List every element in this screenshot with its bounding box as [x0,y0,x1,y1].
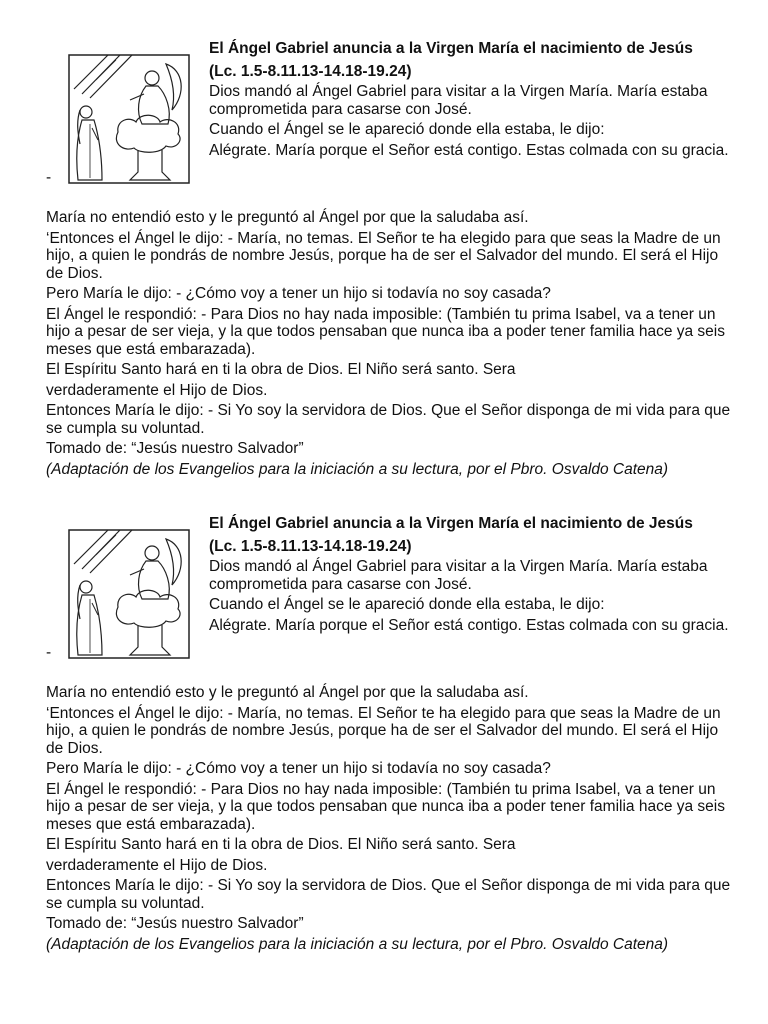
reading-header [209,515,749,637]
body-paragraph: Pero María le dijo: - ¿Cómo voy a tener un hijo si todavía no soy casada? [46,760,551,777]
bible-reference: (Lc. 1.5-8.11.13-14.18-19.24) [209,63,412,80]
intro-paragraph: Dios mandó al Ángel Gabriel para visitar a la Virgen María. María estaba comprometida para casarse con José. [209,558,708,593]
body-paragraph: María no entendió esto y le preguntó al Ángel por que la saludaba así. [46,684,529,701]
body-paragraph: ‘Entonces el Ángel le dijo: - María, no temas. El Señor te ha elegido para que seas la Madre de un hijo, a quien le pondrás de nombre Jesús, porque ha de ser el Salvador del mundo. El será el Hijo de Dios. [46,704,721,757]
annunciation-illustration-icon [68,529,190,659]
source-note: (Adaptación de los Evangelios para la iniciación a su lectura, por el Pbro. Osvaldo Catena) [46,935,669,953]
body-paragraph: Tomado de: “Jesús nuestro Salvador” [46,915,304,932]
body-paragraph: Entonces María le dijo: - Si Yo soy la servidora de Dios. Que el Señor disponga de mi vida para que se cumpla su voluntad. [46,402,731,437]
intro-paragraph: Dios mandó al Ángel Gabriel para visitar a la Virgen María. María estaba comprometida para casarse con José. [209,83,708,118]
intro-paragraph: Cuando el Ángel se le apareció donde ella estaba, le dijo: [209,121,605,138]
reading-body [46,209,736,481]
reading-title: El Ángel Gabriel anuncia a la Virgen María el nacimiento de Jesús [209,40,693,57]
dash-marker: - [46,644,52,661]
body-paragraph: verdaderamente el Hijo de Dios. [46,381,268,399]
body-paragraph: El Ángel le respondió: - Para Dios no hay nada imposible: (También tu prima Isabel, va a tener un hijo a pesar de ser vieja, y la que todos pensaban que nunca iba a poder tener familia hace ya seis meses que está embarazada). [46,780,725,833]
source-note: (Adaptación de los Evangelios para la iniciación a su lectura, por el Pbro. Osvaldo Catena) [46,460,669,478]
body-paragraph: El Espíritu Santo hará en ti la obra de Dios. El Niño será santo. Sera [46,836,516,853]
body-paragraph: El Ángel le respondió: - Para Dios no hay nada imposible: (También tu prima Isabel, va a tener un hijo a pesar de ser vieja, y la que todos pensaban que nunca iba a poder tener familia hace ya seis meses que está embarazada). [46,305,725,358]
greeting-paragraph: Alégrate. María porque el Señor está contigo. Estas colmada con su gracia. [209,141,729,159]
body-paragraph: El Espíritu Santo hará en ti la obra de Dios. El Niño será santo. Sera [46,361,516,378]
reading-body [46,684,736,956]
body-paragraph: Entonces María le dijo: - Si Yo soy la servidora de Dios. Que el Señor disponga de mi vida para que se cumpla su voluntad. [46,877,731,912]
reading-title: El Ángel Gabriel anuncia a la Virgen María el nacimiento de Jesús [209,515,693,532]
reading-header [209,40,749,162]
annunciation-illustration-icon [68,54,190,184]
greeting-paragraph: Alégrate. María porque el Señor está contigo. Estas colmada con su gracia. [209,616,729,634]
body-paragraph: ‘Entonces el Ángel le dijo: - María, no temas. El Señor te ha elegido para que seas la Madre de un hijo, a quien le pondrás de nombre Jesús, porque ha de ser el Salvador del mundo. El será el Hijo de Dios. [46,229,721,282]
body-paragraph: Pero María le dijo: - ¿Cómo voy a tener un hijo si todavía no soy casada? [46,285,551,302]
body-paragraph: Tomado de: “Jesús nuestro Salvador” [46,440,304,457]
dash-marker: - [46,169,52,186]
body-paragraph: verdaderamente el Hijo de Dios. [46,856,268,874]
bible-reference: (Lc. 1.5-8.11.13-14.18-19.24) [209,538,412,555]
intro-paragraph: Cuando el Ángel se le apareció donde ella estaba, le dijo: [209,596,605,613]
body-paragraph: María no entendió esto y le preguntó al Ángel por que la saludaba así. [46,209,529,226]
